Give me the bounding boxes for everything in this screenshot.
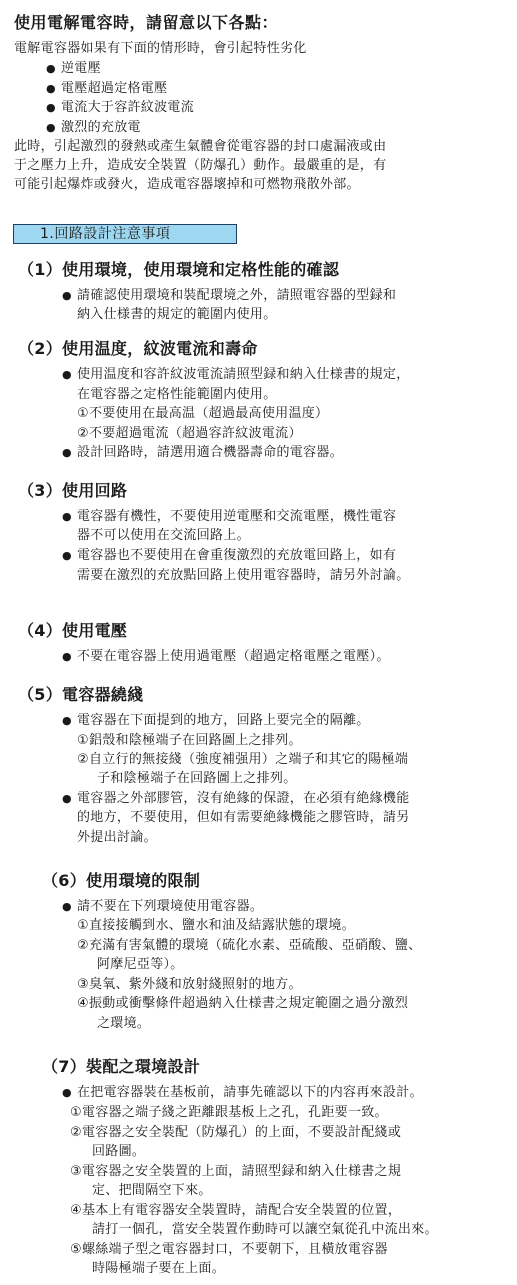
section-6-item: ④振動或衝擊條件超過納入仕様書之規定範圍之過分激烈: [77, 996, 409, 1011]
section-5-bullet: ● 電容器在下面提到的地方，回路上要完全的隔離。: [62, 712, 370, 730]
section-7-item-cont: 時陽極端子要在上面。: [92, 1261, 226, 1276]
section-7-bullet: ● 在把電容器裝在基板前，請事先確認以下的内容再來設計。: [62, 1084, 423, 1102]
intro-lead: 電解電容器如果有下面的情形時，會引起特性劣化: [14, 41, 307, 56]
section-7-item: ②電容器之安全裝配（防爆孔）的上面，不要設計配綫或: [70, 1125, 402, 1140]
section-6-item-cont: 之環境。: [97, 1016, 151, 1031]
intro-paragraph-line: 可能引起爆炸或發火，造成電容器壞掉和可燃物飛散外部。: [14, 177, 360, 192]
section-6-bullet: ● 請不要在下列環境使用電容器。: [62, 898, 263, 916]
section-6-item: ②充滿有害氣體的環境（硫化水素、亞硫酸、亞硝酸、鹽、: [77, 938, 422, 953]
section-7-item: ④基本上有電容器安全裝置時，請配合安全裝置的位置，: [70, 1203, 402, 1218]
section-3-bullet-cont: 需要在激烈的充放點回路上使用電容器時，請另外討論。: [77, 568, 410, 583]
section-3-heading: （3）使用回路: [18, 481, 128, 500]
intro-paragraph-line: 于之壓力上升，造成安全裝置（防爆孔）動作。最嚴重的是，有: [14, 158, 387, 173]
section-5-bullet-cont: 的地方，不要使用，但如有需要絶緣機能之膠管時，請另: [77, 810, 410, 825]
section-7-heading: （7）裝配之環境設計: [42, 1057, 201, 1076]
section-6-heading: （6）使用環境的限制: [42, 871, 201, 890]
section-title-box: 1.回路設計注意事項: [13, 224, 237, 244]
section-4-heading: （4）使用電壓: [18, 621, 128, 640]
section-7-item: ①電容器之端子綫之距離跟基板上之孔，孔距要一致。: [70, 1105, 388, 1120]
section-6-item: ③臭氧、紫外綫和放射綫照射的地方。: [77, 977, 302, 992]
section-7-item-cont: 請打一個孔，當安全裝置作動時可以讓空氣從孔中流出來。: [92, 1222, 438, 1237]
section-5-heading: （5）電容器繞綫: [18, 685, 144, 704]
section-5-bullet: ● 電容器之外部膠管，沒有絶緣的保證，在必須有絶緣機能: [62, 790, 410, 808]
document-title: 使用電解電容時，請留意以下各點：: [14, 13, 279, 32]
section-3-bullet: ● 電容器有機性，不要使用逆電壓和交流電壓，機性電容: [62, 508, 396, 526]
section-7-item: ③電容器之安全裝置的上面，請照型録和納入仕様書之規: [70, 1164, 402, 1179]
section-2-heading: （2）使用温度，紋波電流和壽命: [18, 339, 258, 358]
intro-bullet: ● 電壓超過定格電壓: [46, 80, 167, 98]
section-3-bullet-cont: 器不可以使用在交流回路上。: [77, 528, 250, 543]
section-5-item-cont: 子和陰極端子在回路圖上之排列。: [97, 771, 297, 786]
section-4-bullet: ● 不要在電容器上使用過電壓（超過定格電壓之電壓）。: [62, 648, 390, 666]
section-6-item: ①直接接觸到水、鹽水和油及結露狀態的環境。: [77, 918, 355, 933]
section-1-bullet: ● 請確認使用環境和裝配環境之外，請照電容器的型録和: [62, 287, 396, 305]
section-2-item: ②不要超過電流（超過容許紋波電流）: [77, 426, 302, 441]
section-6-item-cont: 阿摩尼亞等）。: [97, 957, 184, 972]
intro-paragraph-line: 此時，引起激烈的發熱或產生氣體會從電容器的封口處漏液或由: [14, 139, 387, 154]
intro-bullet: ● 電流大于容許紋波電流: [46, 99, 194, 117]
section-3-bullet: ● 電容器也不要使用在會重復激烈的充放電回路上，如有: [62, 547, 396, 565]
intro-bullet: ● 逆電壓: [46, 60, 101, 78]
section-1-heading: （1）使用環境，使用環境和定格性能的確認: [18, 260, 340, 279]
section-2-bullet: ● 使用温度和容許紋波電流請照型録和納入仕様書的規定，: [62, 366, 410, 384]
section-5-item: ①鋁殼和陰極端子在回路圖上之排列。: [77, 733, 302, 748]
section-5-bullet-cont: 外提出討論。: [77, 830, 157, 845]
intro-bullet: ● 激烈的充放電: [46, 119, 141, 137]
section-2-bullet-cont: 在電容器之定格性能範圍内使用。: [77, 387, 277, 402]
section-2-item: ①不要使用在最高温（超過最高使用温度）: [77, 406, 329, 421]
section-5-item: ②自立行的無接綫（強度補强用）之端子和其它的陽極端: [77, 752, 409, 767]
section-7-item-cont: 定、把間隔空下來。: [92, 1183, 212, 1198]
section-7-item: ⑤螺絲端子型之電容器封口，不要朝下，且橫放電容器: [70, 1242, 388, 1257]
section-1-bullet-cont: 納入仕様書的規定的範圍内使用。: [77, 307, 277, 322]
section-2-bullet: ● 設計回路時，請選用適合機器壽命的電容器。: [62, 444, 343, 462]
section-7-item-cont: 回路圖。: [92, 1144, 146, 1159]
